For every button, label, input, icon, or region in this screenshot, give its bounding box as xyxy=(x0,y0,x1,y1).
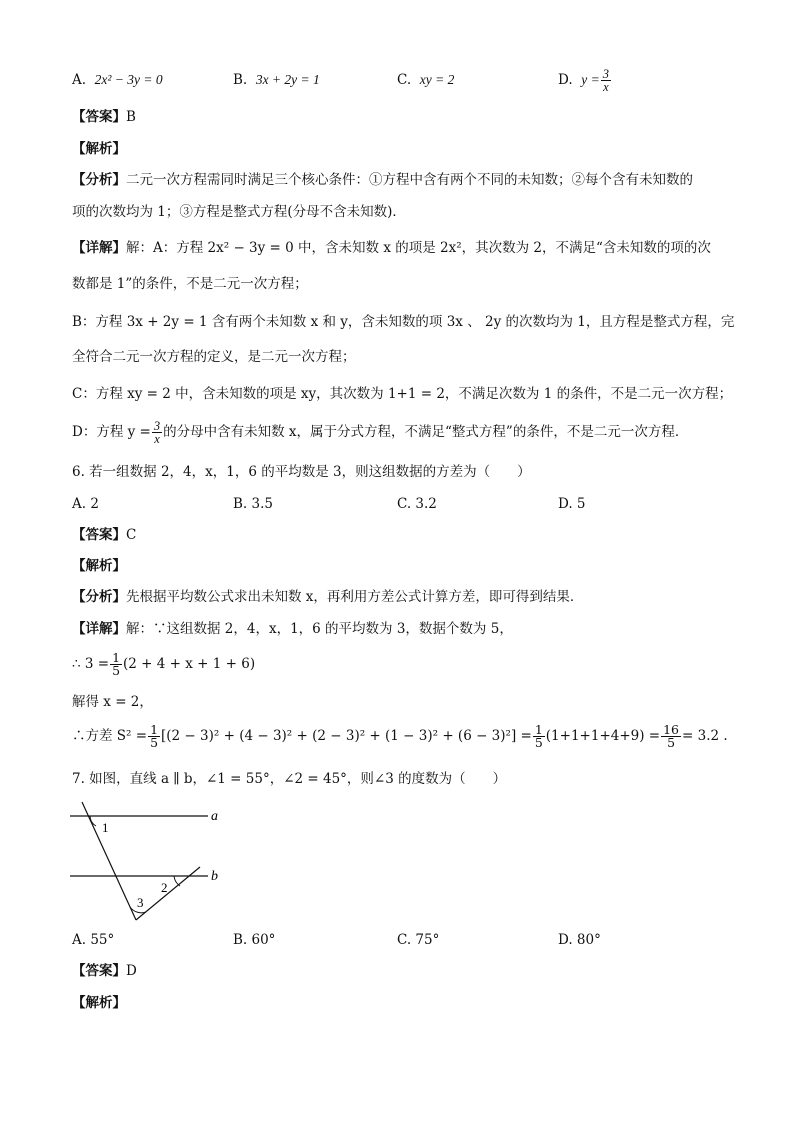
q5-jiexi: 【解析】 xyxy=(72,141,126,157)
q6-answer: 【答案】C xyxy=(72,527,137,543)
q5-option-c: C. xy = 2 xyxy=(397,72,455,88)
q5-detail-b1: B：方程 3x + 2y = 1 含有两个未知数 x 和 y，含未知数的项 3x 、 2y 的次数均为 1，且方程是整式方程，完 xyxy=(72,314,735,330)
q5-detail-d: D：方程 y = $\frac{3}{x}$ 的分母中含有未知数 x，属于分式方程，不满足“整式方程”的条件，不是二元一次方程． xyxy=(72,419,689,446)
q7-stem: 7. 如图，直线 a ∥ b，∠1 = 55°，∠2 = 45°，则∠3 的度数为（ ） xyxy=(72,771,507,787)
angle-3-label: 3 xyxy=(137,895,144,910)
q7-figure xyxy=(68,800,238,925)
q6-jiexi: 【解析】 xyxy=(72,558,126,574)
q7-option-c: C. 75° xyxy=(397,932,440,948)
angle-1-label: 1 xyxy=(102,820,109,835)
q5-detail-b2: 全符合二元一次方程的定义，是二元一次方程； xyxy=(72,349,356,365)
q5-analysis-line2: 项的次数均为 1；③方程是整式方程(分母不含未知数)． xyxy=(72,204,406,220)
q5-detail-a1: 【详解】解：A：方程 2x² − 3y = 0 中，含未知数 x 的项是 2x²，其次数为 2，不满足“含未知数的项的次 xyxy=(72,240,711,256)
transversal-line xyxy=(82,802,136,920)
q5-answer: 【答案】B xyxy=(72,109,136,125)
q7-answer: 【答案】D xyxy=(72,963,137,979)
q6-stem: 6. 若一组数据 2，4，x，1，6 的平均数是 3，则这组数据的方差为（ ） xyxy=(72,464,531,480)
line-a-label: a xyxy=(211,809,218,824)
q5-detail-c: C：方程 xy = 2 中，含未知数的项是 xy，其次数为 1+1 = 2，不满足次数为 1 的条件，不是二元一次方程； xyxy=(72,386,733,402)
q6-detail-1: 【详解】解：∵这组数据 2，4，x，1，6 的平均数为 3，数据个数为 5， xyxy=(72,621,513,637)
q6-analysis: 【分析】先根据平均数公式求出未知数 x，再利用方差公式计算方差，即可得到结果． xyxy=(72,589,584,605)
q6-eq1: ∴ 3 = $\frac{1}{5}$ (2 + 4 + x + 1 + 6) xyxy=(72,650,256,678)
angle-2-label: 2 xyxy=(161,880,168,895)
q7-option-b: B. 60° xyxy=(233,932,276,948)
q5-option-a: A. 2x² − 3y = 0 xyxy=(72,72,163,88)
q6-option-a: A. 2 xyxy=(72,496,99,512)
q6-option-c: C. 3.2 xyxy=(397,496,437,512)
q6-solve: 解得 x = 2， xyxy=(72,694,153,710)
q7-option-d: D. 80° xyxy=(558,932,601,948)
q7-option-a: A. 55° xyxy=(72,932,115,948)
q6-option-b: B. 3.5 xyxy=(233,496,273,512)
q5-option-b: B. 3x + 2y = 1 xyxy=(233,72,320,88)
q5-option-d: D. y = $\frac{3}{x}$ xyxy=(558,67,609,94)
q7-jiexi: 【解析】 xyxy=(72,995,126,1011)
q5-analysis-line1: 【分析】二元一次方程需同时满足三个核心条件：①方程中含有两个不同的未知数；②每个含有未知数的 xyxy=(72,172,693,188)
line-b-label: b xyxy=(211,869,218,884)
angle-1-arc xyxy=(90,816,96,826)
q6-eq2: ∴方差 S² = $\frac{1}{5}$ [(2 − 3)² + (4 − 3)² + (2 − 3)² + (1 − 3)² + (6 − 3)²] = $\frac{1}{5}$ (1+1+1+4+9) = $\frac{16}{5}$ = 3.2 . xyxy=(72,722,728,750)
q6-option-d: D. 5 xyxy=(558,496,586,512)
q5-detail-a2: 数都是 1”的条件，不是二元一次方程； xyxy=(72,276,308,292)
